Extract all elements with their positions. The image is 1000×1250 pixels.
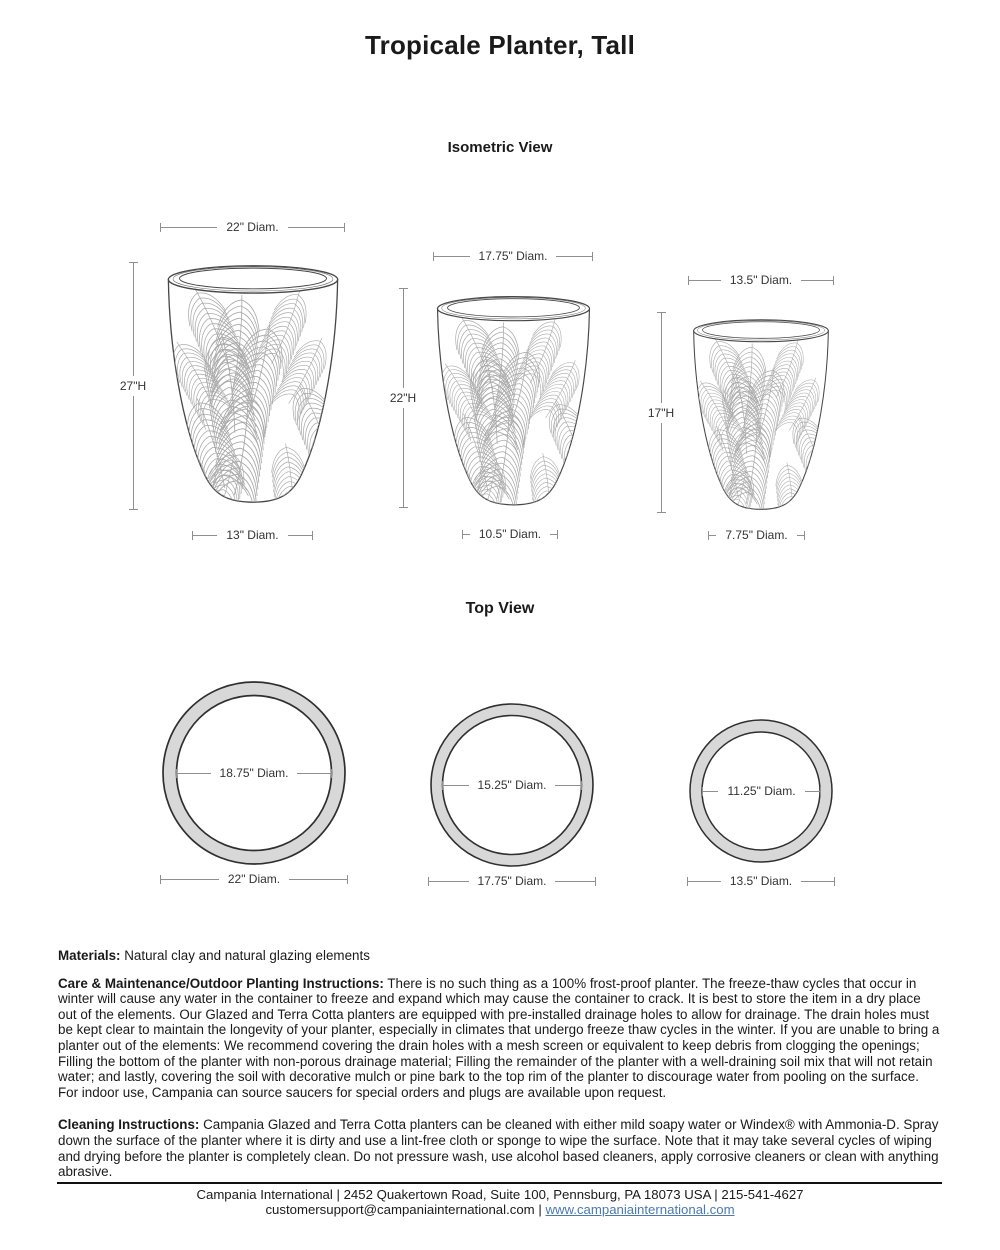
dimension-label: 15.25" Diam.	[477, 778, 547, 792]
planter-drawing-small	[687, 312, 835, 514]
planter2-top-diameter-dimension	[433, 249, 593, 263]
dimension-label: 22" Diam.	[226, 220, 279, 234]
dimension-label: 7.75" Diam.	[725, 528, 788, 542]
materials-paragraph	[58, 948, 942, 964]
care-label: Care & Maintenance/Outdoor Planting Instructions:	[58, 975, 384, 991]
dim-line-segment	[160, 879, 219, 880]
planter1-top-diameter-dimension	[160, 220, 345, 234]
planter3-bottom-diameter-dimension	[708, 528, 805, 542]
dim-line-segment	[687, 881, 721, 882]
dimension-label: 13.5" Diam.	[729, 273, 793, 287]
dim-line-segment	[462, 534, 470, 535]
dim-line-segment	[288, 535, 313, 536]
dimension-label: 18.75" Diam.	[219, 766, 289, 780]
care-text: There is no such thing as a 100% frost-proof planter. The freeze-thaw cycles that occur in winter will cause any water in the container to freeze and expand which may cause the container to crack. It is best to store the item in a dry place out of the elements. Our Glazed and Terra Cotta planters are equipped with pre-installed drainage holes to allow for drainage. The drain holes must be kept clear to maintain the longevity of your planter, especially in climates that undergo freeze thaw cycles in the winter. If you are unable to bring a planter out of the elements: We recommend covering the drain holes with a mesh screen or equivalent to keep debris from clogging the openings; Filling the bottom of the planter with non-porous drainage material; Filling the remainder of the planter with a well-draining soil mix that will not retain water; and lastly, covering the soil with decorative mulch or pine bark to the top rim of the planter to discourage water from pooling on the surface. For indoor use, Campania can source saucers for special orders and plugs are available upon request.	[58, 975, 940, 1100]
cleaning-text: Campania Glazed and Terra Cotta planters can be cleaned with either mild soapy water or Windex® with Ammonia-D. Spray down the surface of the planter where it is dirty and use a lint-free cloth or sponge to wipe the surface. Note that it may take several cycles of wiping and drying before the planter is completely clean. Do not pressure wash, use alcohol based cleaners, apply corrosive cleaners or clean with anything abrasive.	[58, 1117, 939, 1180]
materials-label: Materials:	[58, 948, 121, 963]
care-instructions-paragraph	[58, 976, 942, 1101]
planter3-top-diameter-dimension	[688, 273, 834, 287]
planter2-height-dimension	[389, 288, 417, 508]
planter1-bottom-diameter-dimension	[192, 528, 313, 542]
dimension-label: 17.75" Diam.	[477, 874, 547, 888]
dimension-label: 27"H	[119, 376, 147, 396]
cleaning-instructions-paragraph	[58, 1117, 942, 1179]
ring2-inner-diameter-dimension	[442, 778, 582, 792]
dim-line-segment	[708, 535, 716, 536]
cleaning-label: Cleaning Instructions:	[58, 1117, 200, 1133]
dimension-label: 22"H	[389, 388, 417, 408]
footer-address-line: Campania International | 2452 Quakertown Road, Suite 100, Pennsburg, PA 18073 USA | 215-541-4627	[196, 1187, 804, 1202]
ring1-outer-diameter-dimension	[160, 872, 348, 886]
dim-line-segment	[805, 791, 821, 792]
ring2-outer-diameter-dimension	[428, 874, 596, 888]
dim-line-segment	[556, 256, 593, 257]
dimension-label: 11.25" Diam.	[727, 784, 796, 798]
dim-line-segment	[797, 535, 805, 536]
ring3-outer-diameter-dimension	[687, 874, 835, 888]
planter3-height-dimension	[647, 312, 675, 513]
top-view-heading: Top View	[465, 600, 535, 617]
dimension-label: 13.5" Diam.	[729, 874, 793, 888]
ring3-inner-diameter-dimension	[702, 784, 821, 798]
dim-line-segment	[289, 879, 348, 880]
footer-separator: |	[538, 1202, 542, 1217]
dim-line-segment	[442, 785, 469, 786]
dim-line-segment	[688, 280, 721, 281]
dim-line-segment	[555, 785, 582, 786]
dimension-label: 13" Diam.	[226, 528, 279, 542]
dim-line-segment	[801, 881, 835, 882]
dimension-label: 17.75" Diam.	[478, 249, 548, 263]
dim-line-segment	[428, 881, 469, 882]
dim-line-segment	[288, 227, 345, 228]
materials-text: Natural clay and natural glazing elements	[124, 948, 370, 963]
isometric-view-heading: Isometric View	[447, 139, 553, 156]
dim-line-segment	[192, 535, 217, 536]
dim-line-segment	[801, 280, 834, 281]
details-text-block	[58, 948, 942, 1180]
ring1-inner-diameter-dimension	[176, 766, 332, 780]
footer-contact-line	[0, 1202, 1000, 1217]
planter2-bottom-diameter-dimension	[462, 527, 558, 541]
footer-email: customersupport@campaniainternational.com	[265, 1202, 535, 1217]
planter-drawing-medium	[430, 288, 597, 510]
dim-line-segment	[555, 881, 596, 882]
footer-website-link[interactable]: www.campaniainternational.com	[545, 1202, 735, 1217]
dim-line-segment	[176, 773, 211, 774]
page-title: Tropicale Planter, Tall	[365, 30, 635, 60]
dimension-label: 17"H	[647, 403, 675, 423]
dim-line-segment	[702, 791, 718, 792]
planter-drawing-large	[160, 256, 346, 508]
dim-line-segment	[160, 227, 217, 228]
dim-line-segment	[550, 534, 558, 535]
dim-line-segment	[297, 773, 332, 774]
dimension-label: 22" Diam.	[227, 872, 281, 886]
dimension-label: 10.5" Diam.	[478, 527, 542, 541]
footer-divider	[57, 1182, 942, 1184]
dim-line-segment	[433, 256, 470, 257]
planter1-height-dimension	[119, 262, 147, 510]
